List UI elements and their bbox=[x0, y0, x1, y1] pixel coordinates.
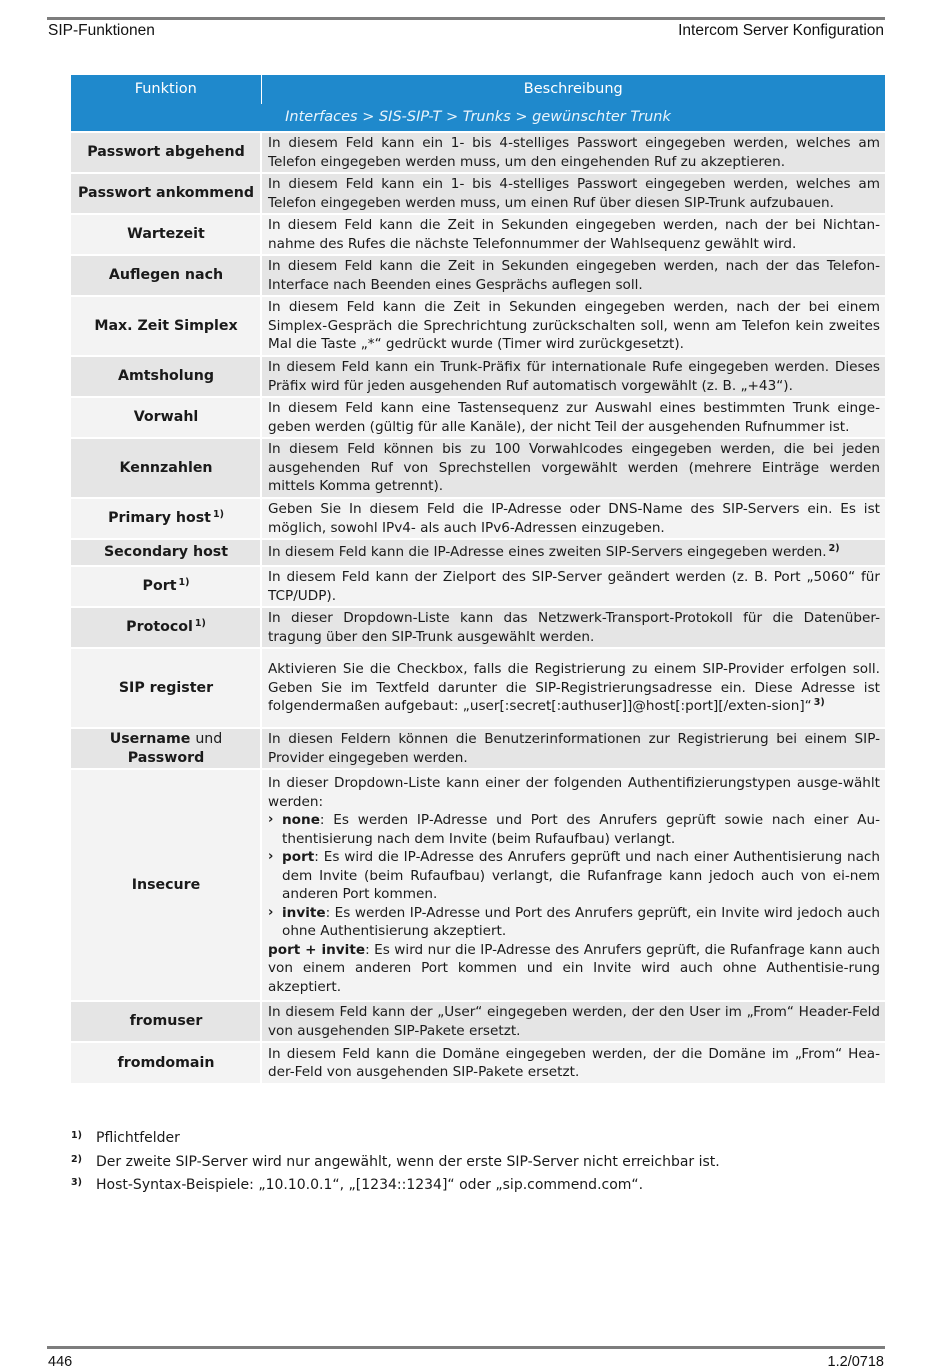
function-description: In diesem Feld kann die Zeit in Sekunden eingegeben werden, nach der bei Nichtan-nahme des Rufes die nächste Telefonnummer der Wahlsequenz gewählt wird. bbox=[261, 214, 885, 255]
option-text: : Es wird die IP-Adresse des Anrufers geprüft und nach einer Authentisierung nach dem Invite (beim Rufaufbau) verlangt, die Rufanfrage kann jedoch auch von ei-nem anderen Port kommen. bbox=[282, 849, 880, 902]
option-key: none bbox=[282, 812, 320, 828]
list-item bbox=[268, 848, 880, 904]
footnote-ref: 1) bbox=[212, 509, 224, 521]
function-description: In diesem Feld kann die Zeit in Sekunden eingegeben werden, nach der bei einem Simplex-Gespräch die Sprechrichtung zurückschalten soll, wenn am Telefon kein zweites Mal die Taste „*“ gedrückt wurde (Timer wird zurückgesetzt). bbox=[261, 296, 885, 356]
option-text: : Es wird nur die IP-Adresse des Anrufers geprüft, die Rufanfrage kann auch von einem anderen Port kommen und ein Invite wird auch ohne Authentisie-rung akzeptiert. bbox=[268, 941, 881, 995]
function-name-cell bbox=[71, 607, 261, 648]
table-row bbox=[71, 728, 885, 769]
footnote bbox=[71, 1177, 885, 1201]
function-description-cell bbox=[261, 539, 885, 566]
function-name: Password bbox=[127, 749, 205, 766]
function-name: Amtsholung bbox=[71, 356, 261, 397]
top-rule bbox=[47, 17, 885, 20]
function-name-joiner: und bbox=[195, 731, 223, 747]
footnotes bbox=[71, 1130, 885, 1201]
menu-path-row bbox=[71, 104, 885, 132]
function-description: In diesem Feld kann der „User“ eingegeben werden, der den User im „From“ Header-Feld von ausgehenden SIP-Pakete ersetzt. bbox=[261, 1001, 885, 1042]
sip-trunk-function-table bbox=[71, 75, 885, 1083]
function-name-cell bbox=[71, 566, 261, 607]
table-row bbox=[71, 438, 885, 498]
function-name: fromdomain bbox=[71, 1042, 261, 1083]
option-key: port + invite bbox=[268, 941, 366, 958]
function-description: In dieser Dropdown-Liste kann einer der folgenden Authentifizierungstypen ausge-wählt werden: bbox=[268, 775, 880, 810]
footnote-text: Der zweite SIP-Server wird nur angewählt, wenn der erste SIP-Server nicht erreichbar ist. bbox=[96, 1153, 720, 1170]
option-key: invite bbox=[282, 904, 326, 921]
chevron-right-icon: › bbox=[268, 904, 274, 920]
function-description: Geben Sie In diesem Feld die IP-Adresse oder DNS-Name des SIP-Servers ein. Es ist möglich, sowohl IPv4- als auch IPv6-Adressen einzugeben. bbox=[261, 498, 885, 539]
table-row bbox=[71, 607, 885, 648]
function-description: Aktivieren Sie die Checkbox, falls die Registrierung zu einem SIP-Provider erfolgen soll. Geben Sie im Textfeld darunter die SIP-Registrierungsadresse ein. Diese Adresse ist folgendermaßen aufgebaut: „user[:secret[:authuser]]@host[:port][/exten-sion]“ bbox=[268, 661, 880, 715]
option-text: : Es werden IP-Adresse und Port des Anrufers geprüft sowie nach einer Au-thentisierung nach dem Invite (beim Rufaufbau) verlangt. bbox=[282, 812, 880, 847]
footnote-text: Pflichtfelder bbox=[96, 1130, 180, 1146]
function-name: Primary host bbox=[108, 510, 211, 527]
footnote-mark: 3) bbox=[71, 1177, 82, 1188]
column-header-function: Funktion bbox=[71, 75, 261, 104]
function-description: In diesem Feld können bis zu 100 Vorwahlcodes eingegeben werden, die bei jeden ausgehenden Ruf von Sprechstellen vorgewählt werden (mehrere Einträge werden mittels Komma getrennt). bbox=[261, 438, 885, 498]
function-name-cell bbox=[71, 498, 261, 539]
function-name: Secondary host bbox=[71, 539, 261, 566]
option-text: : Es werden IP-Adresse und Port des Anrufers geprüft, ein Invite wird jedoch auch ohne Authentisierung akzeptiert. bbox=[282, 904, 880, 939]
table-row bbox=[71, 397, 885, 438]
table-row bbox=[71, 498, 885, 539]
function-description: In diesem Feld kann der Zielport des SIP-Server geändert werden (z. B. Port „5060“ für TCP/UDP). bbox=[261, 566, 885, 607]
table-row bbox=[71, 1001, 885, 1042]
list-item bbox=[268, 811, 880, 848]
function-description-cell bbox=[261, 648, 885, 728]
column-header-description: Beschreibung bbox=[261, 75, 885, 104]
list-item-plain bbox=[268, 941, 880, 997]
function-name: Max. Zeit Simplex bbox=[71, 296, 261, 356]
function-name: Wartezeit bbox=[71, 214, 261, 255]
function-description: In diesen Feldern können die Benutzerinformationen zur Registrierung bei einem SIP-Provider eingegeben werden. bbox=[261, 728, 885, 769]
function-name-cell bbox=[71, 728, 261, 769]
footnote-mark: 1) bbox=[71, 1130, 82, 1141]
function-description: In diesem Feld kann ein 1- bis 4-stelliges Passwort eingegeben werden, welches am Telefon eingegeben werden muss, um den eingehenden Ruf zu akzeptieren. bbox=[261, 132, 885, 173]
table-row bbox=[71, 566, 885, 607]
function-name: Protocol bbox=[126, 619, 193, 636]
function-description-cell bbox=[261, 769, 885, 1001]
chevron-right-icon: › bbox=[268, 849, 274, 864]
table-row bbox=[71, 173, 885, 214]
function-name: Port bbox=[142, 578, 177, 595]
document-version: 1.2/0718 bbox=[827, 1354, 884, 1370]
function-description: In diesem Feld kann die IP-Adresse eines zweiten SIP-Servers eingegeben werden. bbox=[268, 544, 827, 561]
function-description: In diesem Feld kann ein Trunk-Präfix für internationale Rufe eingegeben werden. Dieses Präfix wird für jeden ausgehenden Ruf automatisch vorgewählt (z. B. „+43“). bbox=[261, 356, 885, 397]
table-row bbox=[71, 214, 885, 255]
header-document-title: Intercom Server Konfiguration bbox=[678, 22, 884, 39]
footnote-ref: 2) bbox=[828, 543, 840, 555]
footnote bbox=[71, 1130, 885, 1154]
chevron-right-icon: › bbox=[268, 812, 274, 827]
footnote-ref: 1) bbox=[178, 577, 190, 589]
function-name: fromuser bbox=[71, 1001, 261, 1042]
function-description: In diesem Feld kann die Domäne eingegeben werden, der die Domäne im „From“ Hea-der-Feld von ausgehenden SIP-Pakete ersetzt. bbox=[261, 1042, 885, 1083]
table-row bbox=[71, 769, 885, 1001]
table-header-row bbox=[71, 75, 885, 104]
list-item bbox=[268, 904, 880, 941]
function-description: In dieser Dropdown-Liste kann das Netzwerk-Transport-Protokoll für die Datenüber-tragung über den SIP-Trunk ausgewählt werden. bbox=[261, 607, 885, 648]
function-description: In diesem Feld kann eine Tastensequenz zur Auswahl eines bestimmten Trunk einge-geben werden (gültig für alle Kanäle), der nicht Teil der ausgehenden Rufnummer ist. bbox=[261, 397, 885, 438]
header-section-title: SIP-Funktionen bbox=[48, 22, 155, 39]
function-name: Kennzahlen bbox=[71, 438, 261, 498]
footnote-ref: 1) bbox=[194, 618, 206, 630]
function-name: Username bbox=[109, 731, 191, 747]
function-name: Vorwahl bbox=[71, 397, 261, 438]
function-name: Auflegen nach bbox=[71, 255, 261, 296]
bottom-rule bbox=[47, 1346, 885, 1349]
menu-path: Interfaces > SIS-SIP-T > Trunks > gewünschter Trunk bbox=[71, 104, 885, 132]
table-row bbox=[71, 539, 885, 566]
footnote-mark: 2) bbox=[71, 1153, 82, 1165]
table-row bbox=[71, 1042, 885, 1083]
function-name: Insecure bbox=[71, 769, 261, 1001]
table-row bbox=[71, 296, 885, 356]
table-row bbox=[71, 356, 885, 397]
footnote bbox=[71, 1154, 885, 1178]
option-key: port bbox=[282, 849, 315, 865]
table-row bbox=[71, 255, 885, 296]
function-description: In diesem Feld kann ein 1- bis 4-stelliges Passwort eingegeben werden, welches am Telefon eingegeben werden muss, um einen Ruf über diesen SIP-Trunk aufzubauen. bbox=[261, 173, 885, 214]
footnote-text: Host-Syntax-Beispiele: „10.10.0.1“, „[1234::1234]“ oder „sip.commend.com“. bbox=[96, 1177, 644, 1193]
page-number: 446 bbox=[48, 1354, 73, 1370]
function-name: Passwort abgehend bbox=[71, 132, 261, 173]
function-name: SIP register bbox=[71, 648, 261, 728]
table-row bbox=[71, 132, 885, 173]
footnote-ref: 3) bbox=[813, 697, 825, 709]
function-description: In diesem Feld kann die Zeit in Sekunden eingegeben werden, nach der das Telefon-Interface nach Beenden eines Gesprächs auflegen soll. bbox=[261, 255, 885, 296]
table-row bbox=[71, 648, 885, 728]
function-name: Passwort ankommend bbox=[71, 173, 261, 214]
